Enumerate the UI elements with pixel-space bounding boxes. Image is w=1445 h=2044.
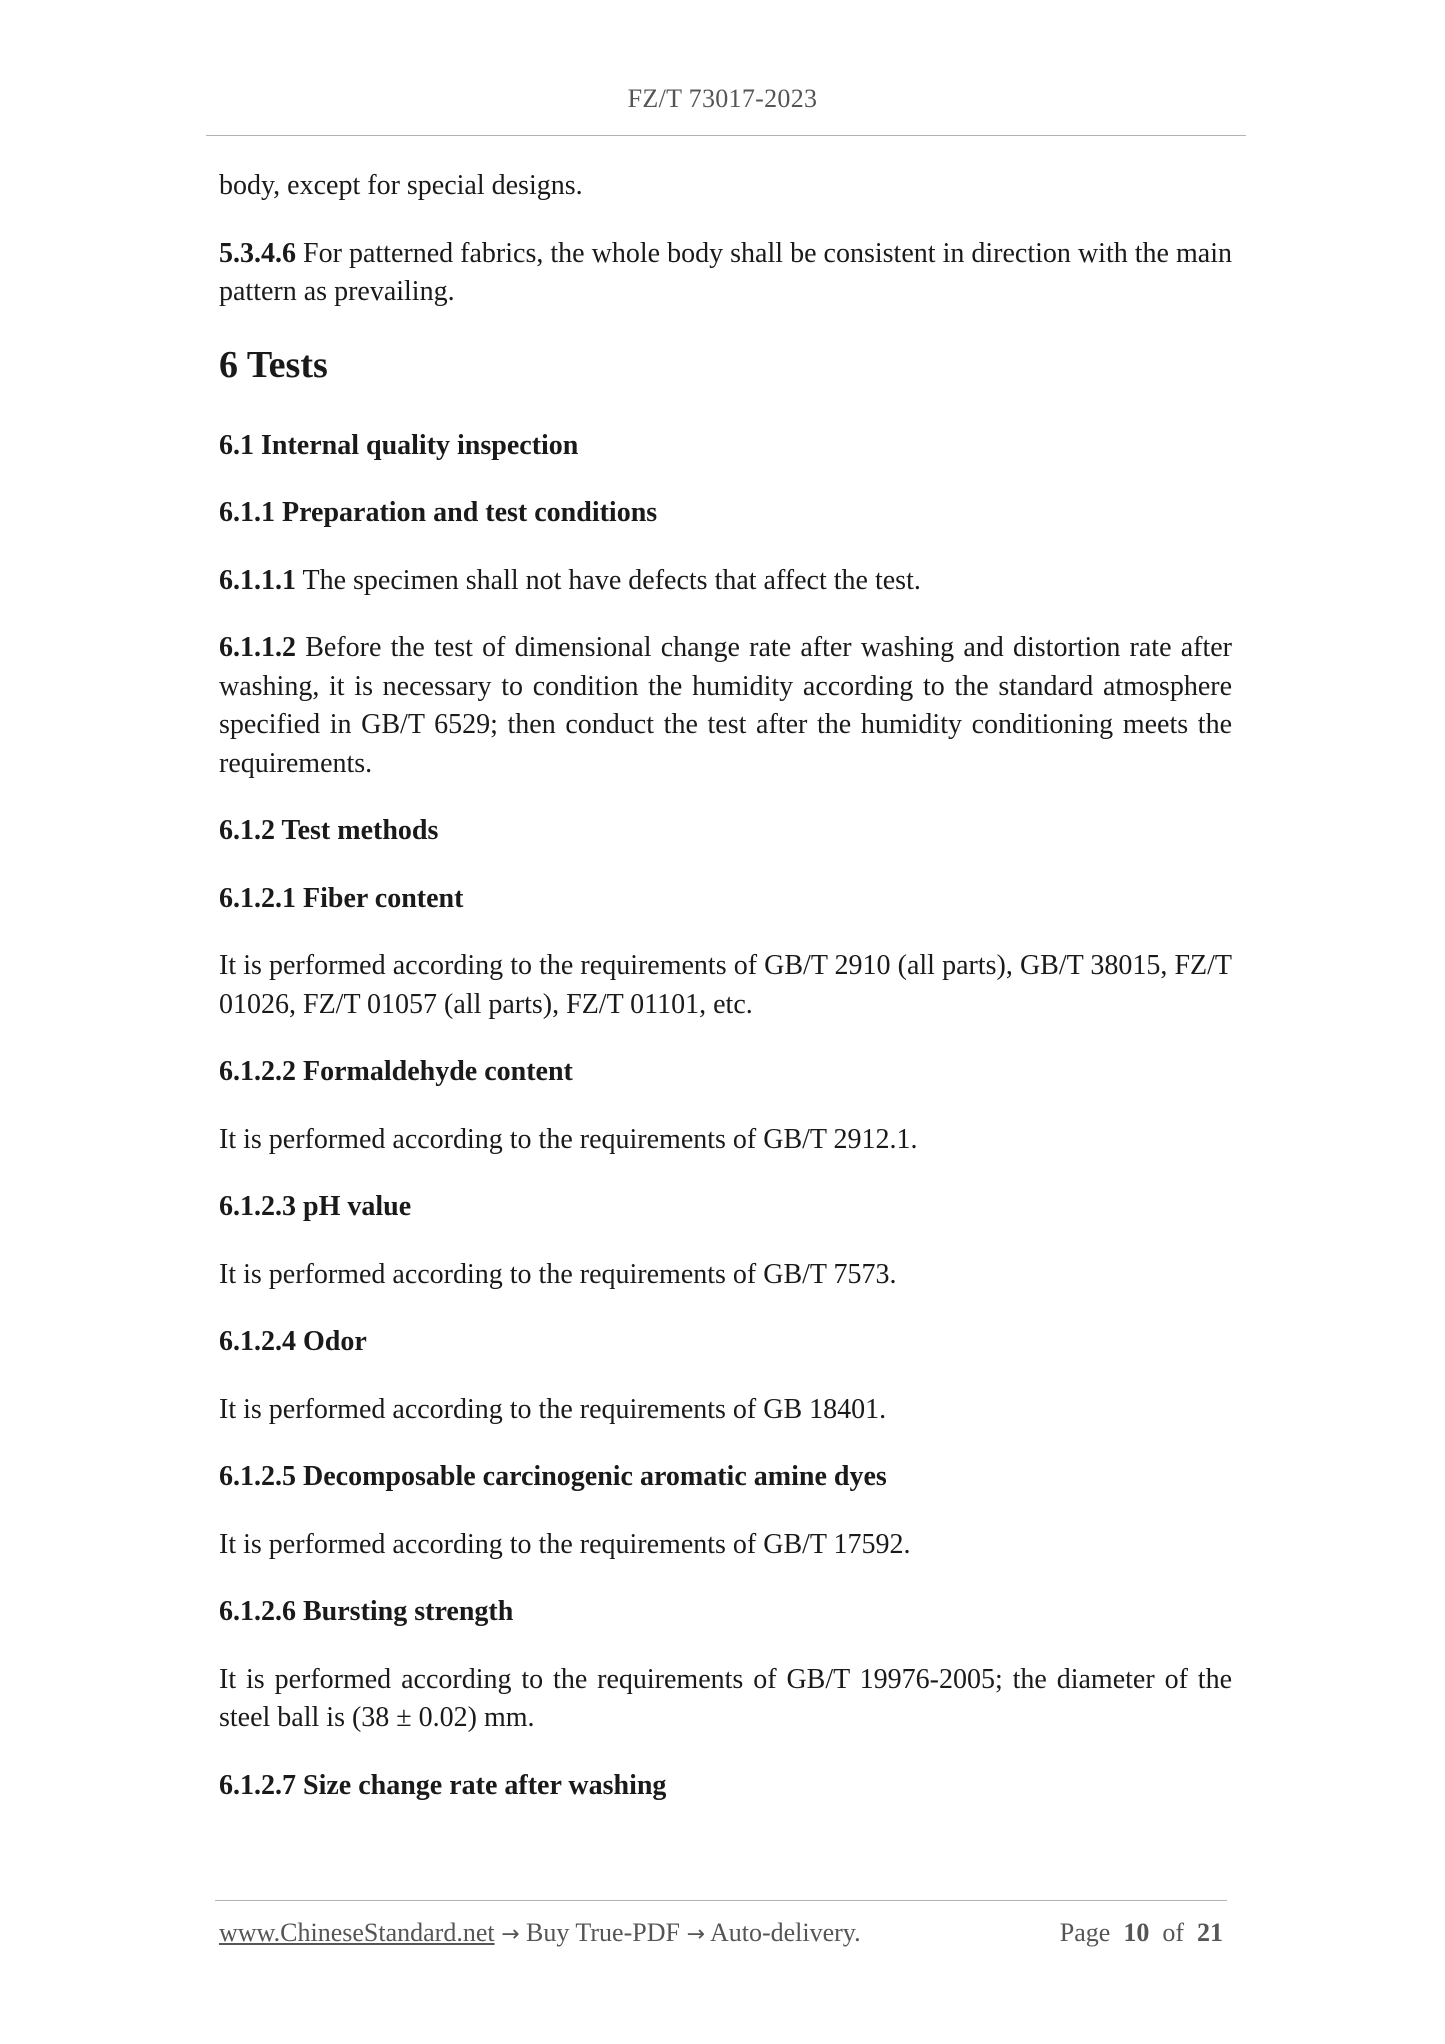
- clause-number: 6.1.1.2: [219, 632, 296, 663]
- heading-6-1-2: 6.1.2 Test methods: [219, 815, 439, 846]
- heading-6-1-2-2: 6.1.2.2 Formaldehyde content: [219, 1056, 573, 1087]
- heading-6-1-1: 6.1.1 Preparation and test conditions: [219, 497, 658, 528]
- heading-6-1-2-7: 6.1.2.7 Size change rate after washing: [219, 1769, 667, 1801]
- section-heading-6: 6 Tests: [219, 343, 328, 386]
- page-indicator: [1060, 1918, 1223, 1948]
- right-arrow-icon: →: [501, 1922, 520, 1947]
- footer-divider: [215, 1900, 1227, 1901]
- clause-number: 5.3.4.6: [219, 237, 296, 269]
- clause-6-1-1-1: [219, 562, 1232, 601]
- page-label: Page: [1059, 1918, 1111, 1947]
- buy-text: Buy True-PDF: [519, 1918, 687, 1947]
- clause-6-1-1-2: [219, 629, 1232, 783]
- continued-paragraph: body, except for special designs.: [219, 170, 583, 201]
- website-link[interactable]: www.ChineseStandard.net: [219, 1918, 495, 1947]
- clause-text: Before the test of dimensional change rate after washing and distortion rate after washing, it is necessary to condition the humidity according to the standard atmosphere specified in GB/T 6529; then conduct the test after the humidity conditioning meets the requirements.: [219, 632, 1232, 779]
- heading-6-1-2-3: 6.1.2.3 pH value: [219, 1191, 412, 1222]
- heading-6-1-2-4: 6.1.2.4 Odor: [219, 1326, 367, 1357]
- page-total: 21: [1197, 1918, 1223, 1947]
- heading-6-1-2-6: 6.1.2.6 Bursting strength: [219, 1596, 514, 1627]
- page-content: [219, 167, 1232, 1834]
- page-number: 10: [1123, 1918, 1150, 1947]
- paragraph-6-1-2-5: It is performed according to the requirements of GB/T 17592.: [219, 1528, 911, 1560]
- paragraph-6-1-2-3: It is performed according to the requirements of GB/T 7573.: [219, 1258, 897, 1290]
- paragraph-6-1-2-4: It is performed according to the requirements of GB 18401.: [219, 1393, 887, 1425]
- heading-6-1-2-1: 6.1.2.1 Fiber content: [219, 882, 464, 914]
- clause-text: For patterned fabrics, the whole body shall be consistent in direction with the main pattern as prevailing.: [219, 237, 1232, 307]
- paragraph-6-1-2-6: It is performed according to the requirements of GB/T 19976-2005; the diameter of the steel ball is (38 ± 0.02) mm.: [219, 1663, 1232, 1733]
- document-id: FZ/T 73017-2023: [627, 84, 818, 113]
- of-label: of: [1162, 1918, 1184, 1947]
- clause-text: The specimen shall not have defects that affect the test.: [296, 564, 921, 596]
- right-arrow-icon: →: [686, 1922, 705, 1947]
- header-divider: [206, 135, 1246, 136]
- page-header: [0, 84, 1445, 114]
- clause-5-3-4-6: [219, 235, 1232, 312]
- footer-promo: [219, 1918, 861, 1948]
- heading-6-1: 6.1 Internal quality inspection: [219, 429, 579, 461]
- paragraph-6-1-2-1: It is performed according to the requirements of GB/T 2910 (all parts), GB/T 38015, FZ/T 01026, FZ/T 01057 (all parts), FZ/T 01101, etc.: [219, 950, 1232, 1020]
- heading-6-1-2-5: 6.1.2.5 Decomposable carcinogenic aromatic amine dyes: [219, 1461, 887, 1492]
- paragraph-6-1-2-2: It is performed according to the requirements of GB/T 2912.1.: [219, 1123, 918, 1155]
- clause-number: 6.1.1.1: [219, 564, 296, 596]
- delivery-text: Auto-delivery.: [704, 1918, 861, 1947]
